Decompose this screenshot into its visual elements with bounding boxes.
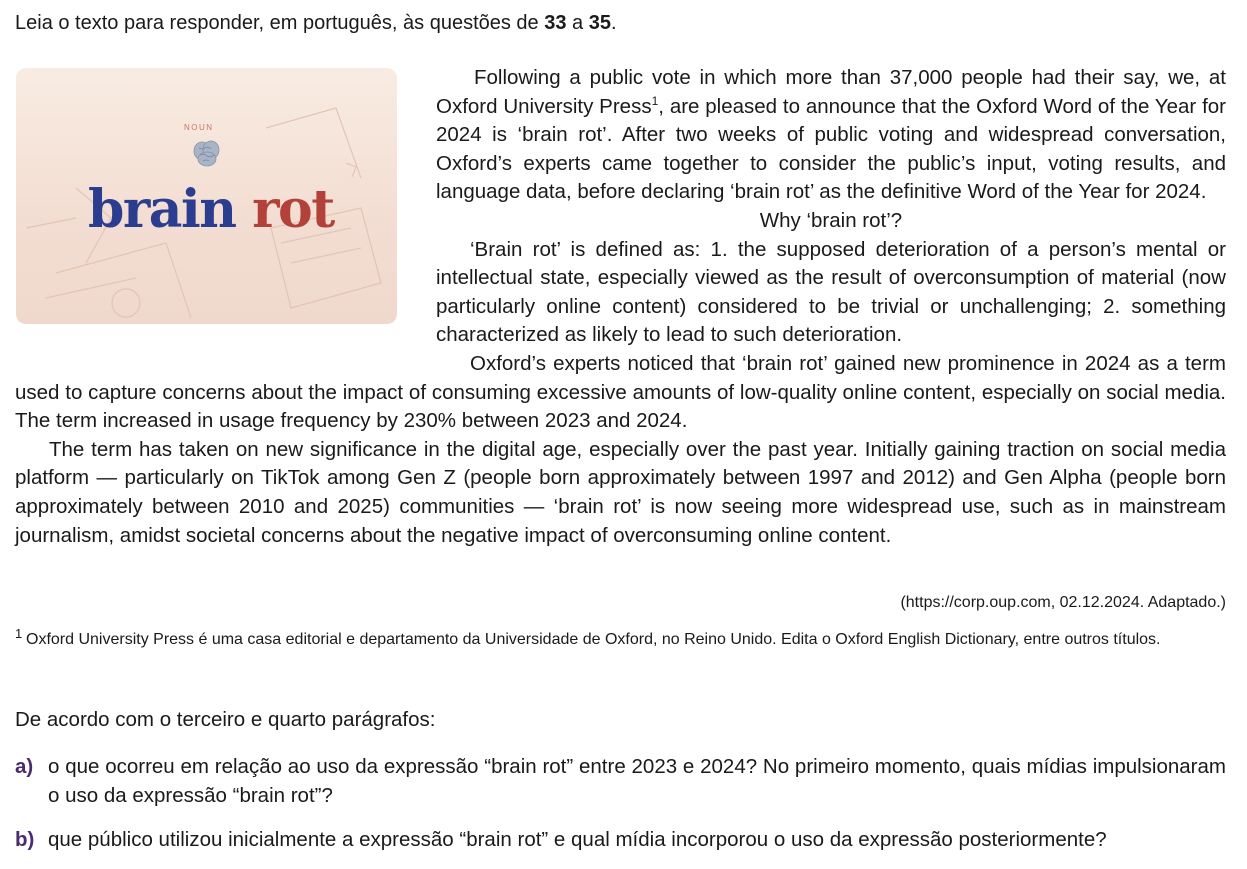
- footnote: [15, 628, 1226, 652]
- article-text: [15, 64, 1226, 550]
- question-start-number: 33: [544, 12, 567, 34]
- paragraph-1-start: Following a public vote in which more than 37,000 people had their say, we, at Oxford University Press: [436, 66, 1226, 118]
- instruction-line: [15, 9, 617, 37]
- article-subheading: Why ‘brain rot’?: [759, 208, 903, 232]
- paragraph-3: Oxford’s experts noticed that ‘brain rot’ gained new prominence in 2024 as a term used to capture concerns about the impact of consuming excessive amounts of low-quality online content, especially on social media. The term increased in usage frequency by 230% between 2023 and 2024.: [15, 351, 1226, 433]
- title-word-brain: brain: [88, 179, 236, 240]
- question-b: [15, 825, 1226, 854]
- title-word-rot: rot: [252, 179, 334, 240]
- question-b-letter: b): [15, 828, 35, 851]
- footnote-reference: 1: [651, 93, 659, 108]
- question-end-number: 35: [588, 12, 611, 34]
- footnote-mark: 1: [15, 626, 23, 641]
- paragraph-1-end: , are pleased to announce that the Oxford Word of the Year for 2024 is ‘brain rot’. After two weeks of public voting and widespread conversation, Oxford’s experts came together to consider the public’s input, voting results, and language data, before declaring ‘brain rot’ as the definitive Word of the Year for 2024.: [436, 94, 1226, 204]
- noun-label: NOUN: [184, 123, 214, 132]
- paragraph-2: ‘Brain rot’ is defined as: 1. the supposed deterioration of a person’s mental or intellectual state, especially viewed as the result of overconsumption of material (now particularly online content) considered to be trivial or unchallenging; 2. something characterized as likely to lead to such deterioration.: [436, 237, 1226, 347]
- question-b-text: que público utilizou inicialmente a expressão “brain rot” e qual mídia incorporou o uso da expressão posteriormente?: [48, 828, 1107, 851]
- footnote-text: Oxford University Press é uma casa editorial e departamento da Universidade de Oxford, no Reino Unido. Edita o Oxford English Dictionary, entre outros títulos.: [26, 631, 1161, 648]
- instruction-suffix: .: [611, 12, 617, 34]
- source-citation: (https://corp.oup.com, 02.12.2024. Adaptado.): [900, 594, 1226, 611]
- figure-spacer: [15, 64, 436, 350]
- paragraph-4: The term has taken on new significance in the digital age, especially over the past year. Initially gaining traction on social media platform — particularly on TikTok among Gen Z (people born approximately between 1997 and 2012) and Gen Alpha (people born approximately between 2010 and 2025) communities — ‘brain rot’ is now seeing more widespread use, such as in mainstream journalism, amidst societal concerns about the negative impact of overconsuming online content.: [15, 437, 1226, 547]
- instruction-mid: a: [566, 12, 589, 34]
- instruction-prefix: Leia o texto para responder, em português, às questões de: [15, 12, 545, 34]
- question-a-letter: a): [15, 755, 34, 778]
- question-a: [15, 752, 1226, 810]
- question-intro: De acordo com o terceiro e quarto parágrafos:: [15, 708, 436, 731]
- question-a-text: o que ocorreu em relação ao uso da expressão “brain rot” entre 2023 e 2024? No primeiro momento, quais mídias impulsionaram o uso da expressão “brain rot”?: [48, 755, 1226, 807]
